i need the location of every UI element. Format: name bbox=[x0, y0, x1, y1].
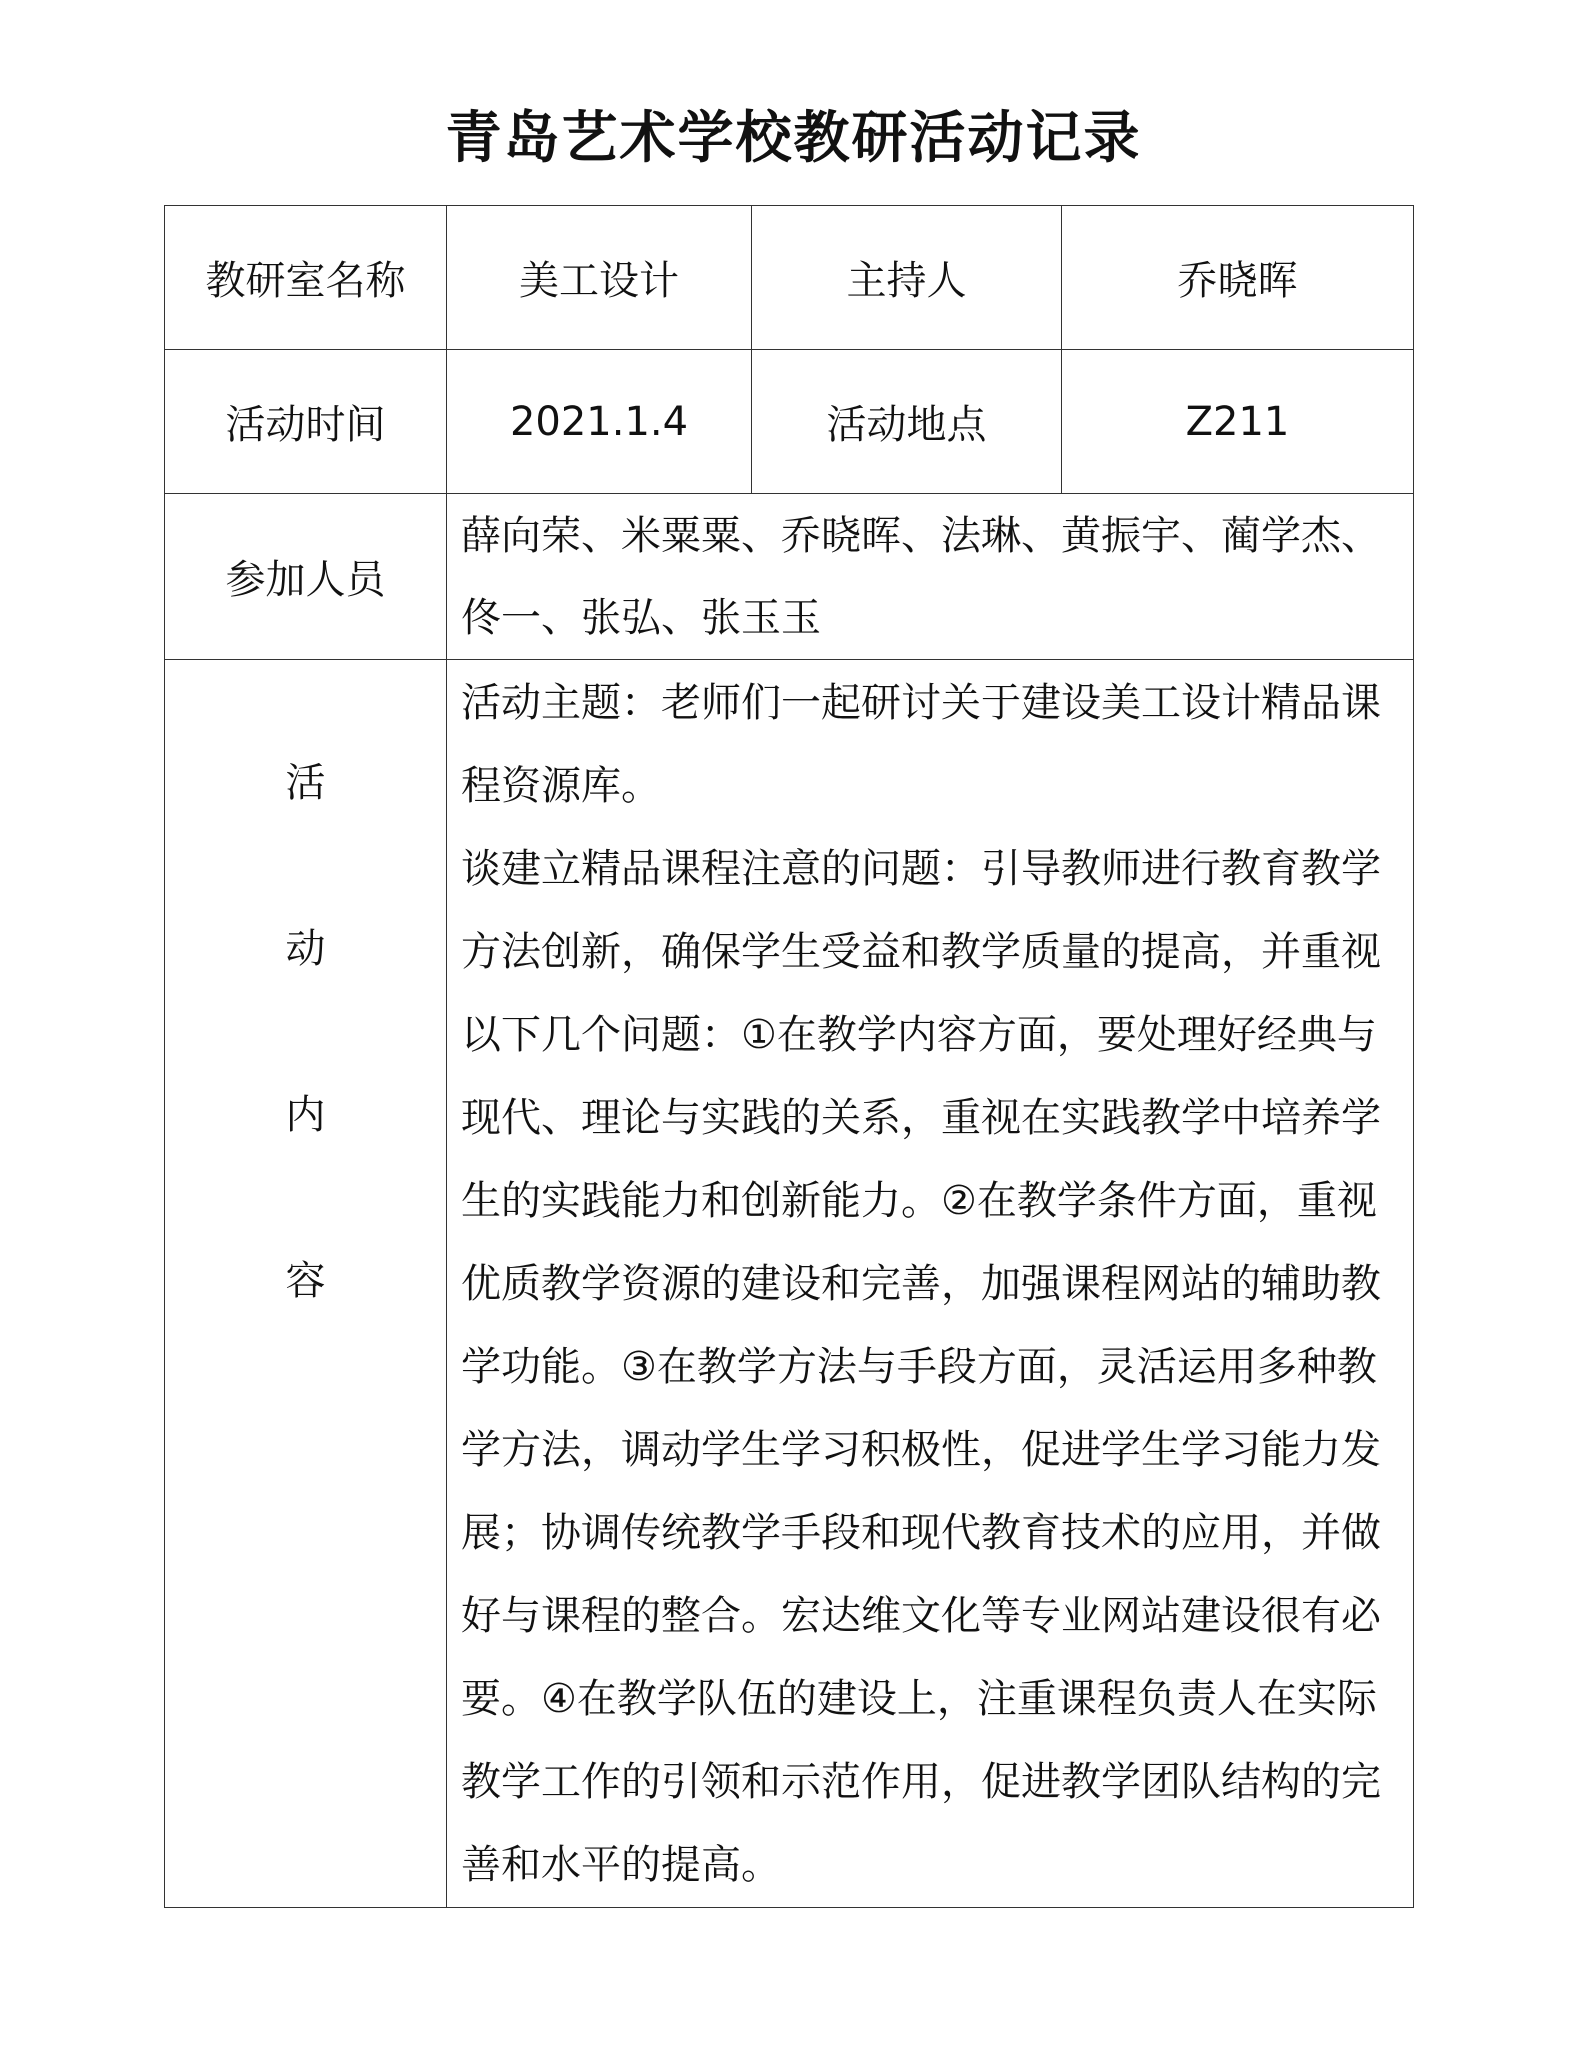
time-label: 活动时间 bbox=[165, 350, 447, 494]
table-row-participants bbox=[165, 494, 1414, 660]
content-body: 谈建立精品课程注意的问题：引导教师进行教育教学方法创新，确保学生受益和教学质量的提高，并重视以下几个问题：①在教学内容方面，要处理好经典与现代、理论与实践的关系，重视在实践教学中培养学生的实践能力和创新能力。②在教学条件方面，重视优质教学资源的建设和完善，加强课程网站的辅助教学功能。③在教学方法与手段方面，灵活运用多种教学方法，调动学生学习积极性，促进学生学习能力发展；协调传统教学手段和现代教育技术的应用，并做好与课程的整合。宏达维文化等专业网站建设很有必要。④在教学队伍的建设上，注重课程负责人在实际教学工作的引领和示范作用，促进教学团队结构的完善和水平的提高。 bbox=[461, 846, 1381, 1888]
content-label-char-3: 内 bbox=[285, 1092, 326, 1138]
content-label-char-1: 活 bbox=[285, 760, 326, 806]
table-row-department bbox=[165, 206, 1414, 350]
content-label-char-2: 动 bbox=[285, 926, 326, 972]
host-label: 主持人 bbox=[752, 206, 1062, 350]
content-label bbox=[165, 660, 447, 1908]
table-row-time-place bbox=[165, 350, 1414, 494]
content-theme: 活动主题：老师们一起研讨关于建设美工设计精品课程资源库。 bbox=[461, 680, 1381, 809]
place-label: 活动地点 bbox=[752, 350, 1062, 494]
participants-value: 薛向荣、米粟粟、乔晓晖、法琳、黄振宇、蔺学杰、佟一、张弘、张玉玉 bbox=[447, 494, 1414, 660]
place-value: Z211 bbox=[1062, 350, 1414, 494]
activity-record-table bbox=[164, 205, 1414, 1908]
content-label-char-4: 容 bbox=[285, 1258, 326, 1304]
department-value: 美工设计 bbox=[447, 206, 752, 350]
content-value bbox=[447, 660, 1414, 1908]
time-value: 2021.1.4 bbox=[447, 350, 752, 494]
document-title: 青岛艺术学校教研活动记录 bbox=[445, 105, 1142, 171]
department-label: 教研室名称 bbox=[165, 206, 447, 350]
host-value: 乔晓晖 bbox=[1062, 206, 1414, 350]
participants-label: 参加人员 bbox=[165, 494, 447, 660]
table-row-content bbox=[165, 660, 1414, 1908]
